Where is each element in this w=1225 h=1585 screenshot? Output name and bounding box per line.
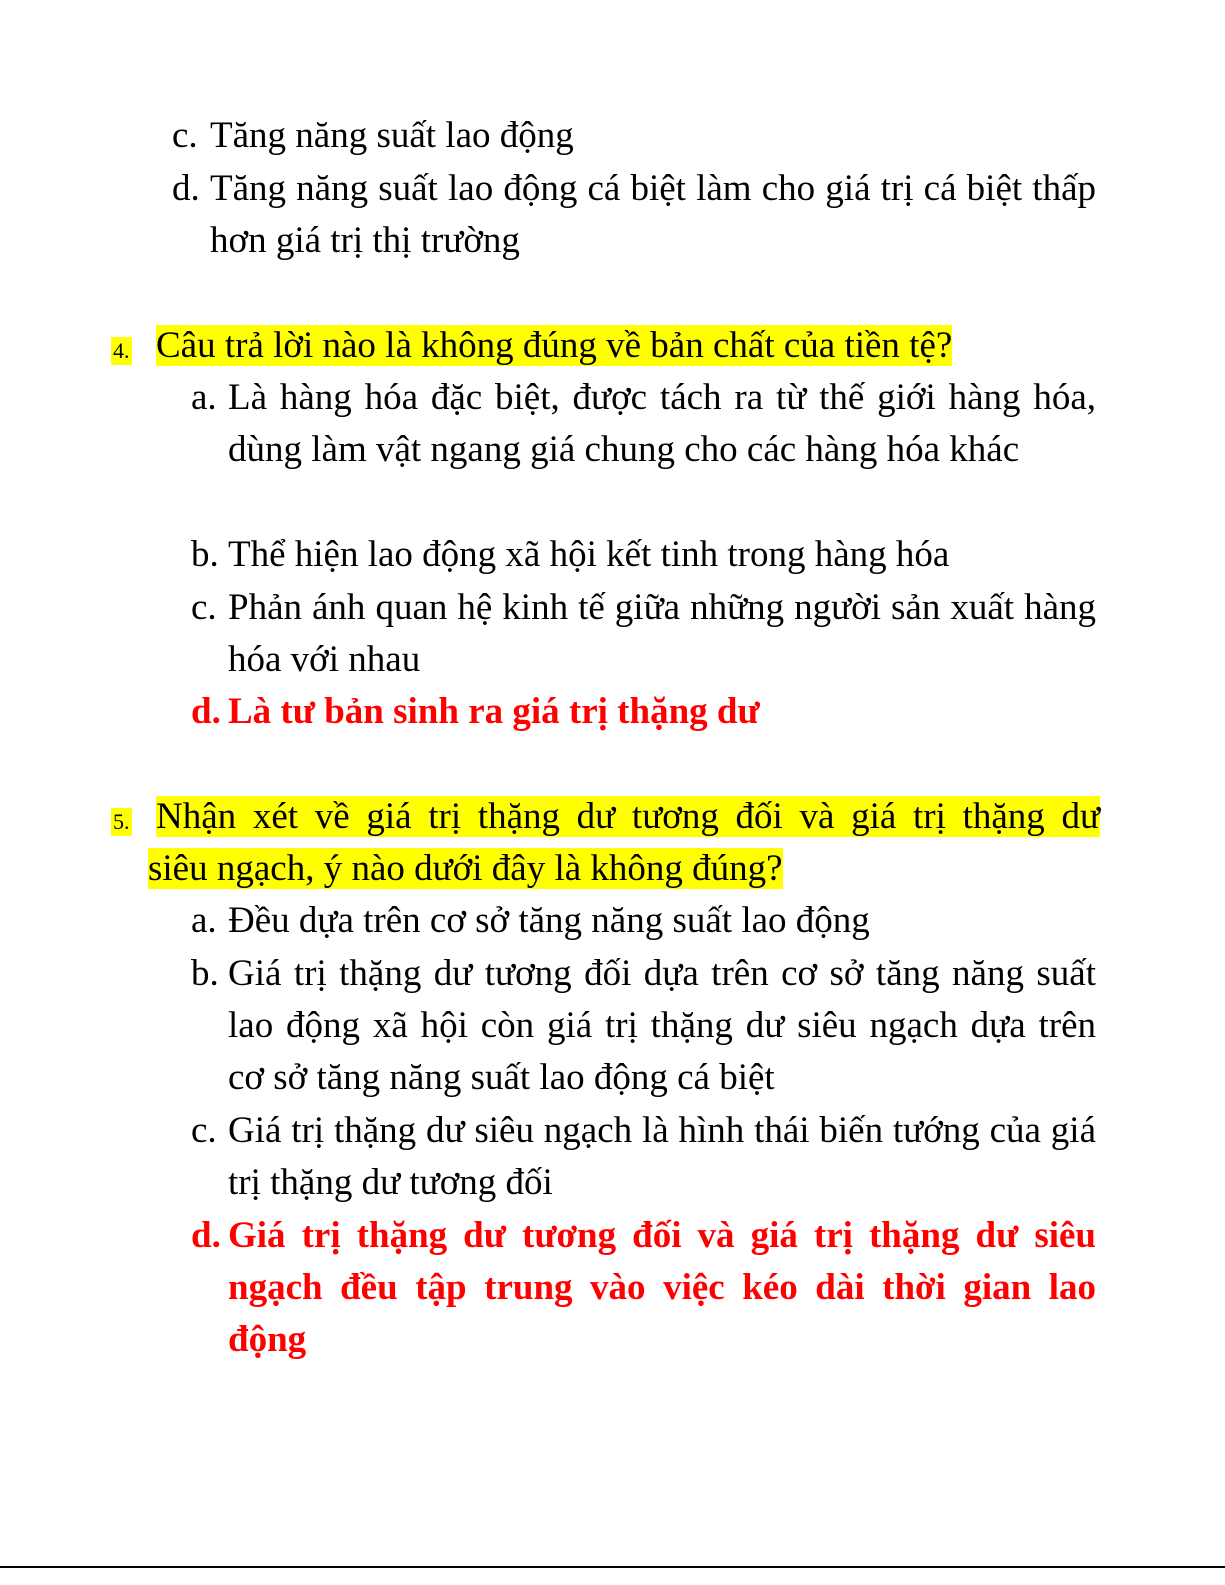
q5-option-c — [191, 1105, 1096, 1209]
question-text: siêu ngạch, ý nào dưới đây là không đúng? — [148, 848, 783, 889]
q4-option-d-correct-answer — [191, 686, 1096, 738]
option-letter: c. — [191, 1110, 217, 1151]
option-text: Đều dựa trên cơ sở tăng năng suất lao động — [228, 900, 870, 941]
option-letter: b. — [191, 534, 219, 575]
option-letter: d. — [172, 168, 200, 209]
question-5-text-line1 — [156, 791, 1100, 843]
option-text: Giá trị thặng dư tương đối và giá trị thặng dư siêu ngạch đều tập trung vào việc kéo dài thời gian lao động — [228, 1215, 1096, 1360]
question-number: 4. — [113, 338, 130, 363]
option-letter: d. — [191, 691, 221, 732]
q4-option-a — [191, 372, 1096, 476]
q4-option-b — [191, 529, 1096, 581]
q5-option-a — [191, 895, 1096, 947]
option-letter: d. — [191, 1215, 221, 1256]
question-text: Câu trả lời nào là không đúng về bản chất của tiền tệ? — [156, 325, 953, 366]
option-text: Phản ánh quan hệ kinh tế giữa những người sản xuất hàng hóa với nhau — [228, 587, 1096, 680]
option-text: Tăng năng suất lao động cá biệt làm cho giá trị cá biệt thấp hơn giá trị thị trường — [210, 168, 1096, 261]
option-text: Giá trị thặng dư siêu ngạch là hình thái biến tướng của giá trị thặng dư tương đối — [228, 1110, 1096, 1203]
option-text: Thể hiện lao động xã hội kết tinh trong hàng hóa — [228, 534, 950, 575]
page-bottom-divider — [0, 1566, 1225, 1568]
question-number: 5. — [113, 809, 130, 834]
option-text: Là hàng hóa đặc biệt, được tách ra từ thế giới hàng hóa, dùng làm vật ngang giá chung cho các hàng hóa khác — [228, 377, 1096, 470]
q5-option-d-correct-answer — [191, 1210, 1096, 1366]
option-text: Giá trị thặng dư tương đối dựa trên cơ sở tăng năng suất lao động xã hội còn giá trị thặng dư siêu ngạch dựa trên cơ sở tăng năng suất lao động cá biệt — [228, 953, 1096, 1098]
option-letter: b. — [191, 953, 219, 994]
option-text: Tăng năng suất lao động — [210, 115, 574, 156]
question-4-text — [156, 320, 952, 372]
q5-option-b — [191, 948, 1096, 1104]
question-5-text-line2 — [148, 843, 783, 895]
option-text: Là tư bản sinh ra giá trị thặng dư — [228, 691, 760, 732]
option-letter: c. — [191, 587, 217, 628]
option-letter: a. — [191, 900, 217, 941]
q4-option-c — [191, 582, 1096, 686]
option-letter: a. — [191, 377, 217, 418]
prev-option-d — [172, 163, 1096, 267]
prev-option-c — [172, 110, 1096, 162]
option-letter: c. — [172, 115, 198, 156]
question-text: Nhận xét về giá trị thặng dư tương đối và giá trị thặng dư — [156, 796, 1100, 837]
